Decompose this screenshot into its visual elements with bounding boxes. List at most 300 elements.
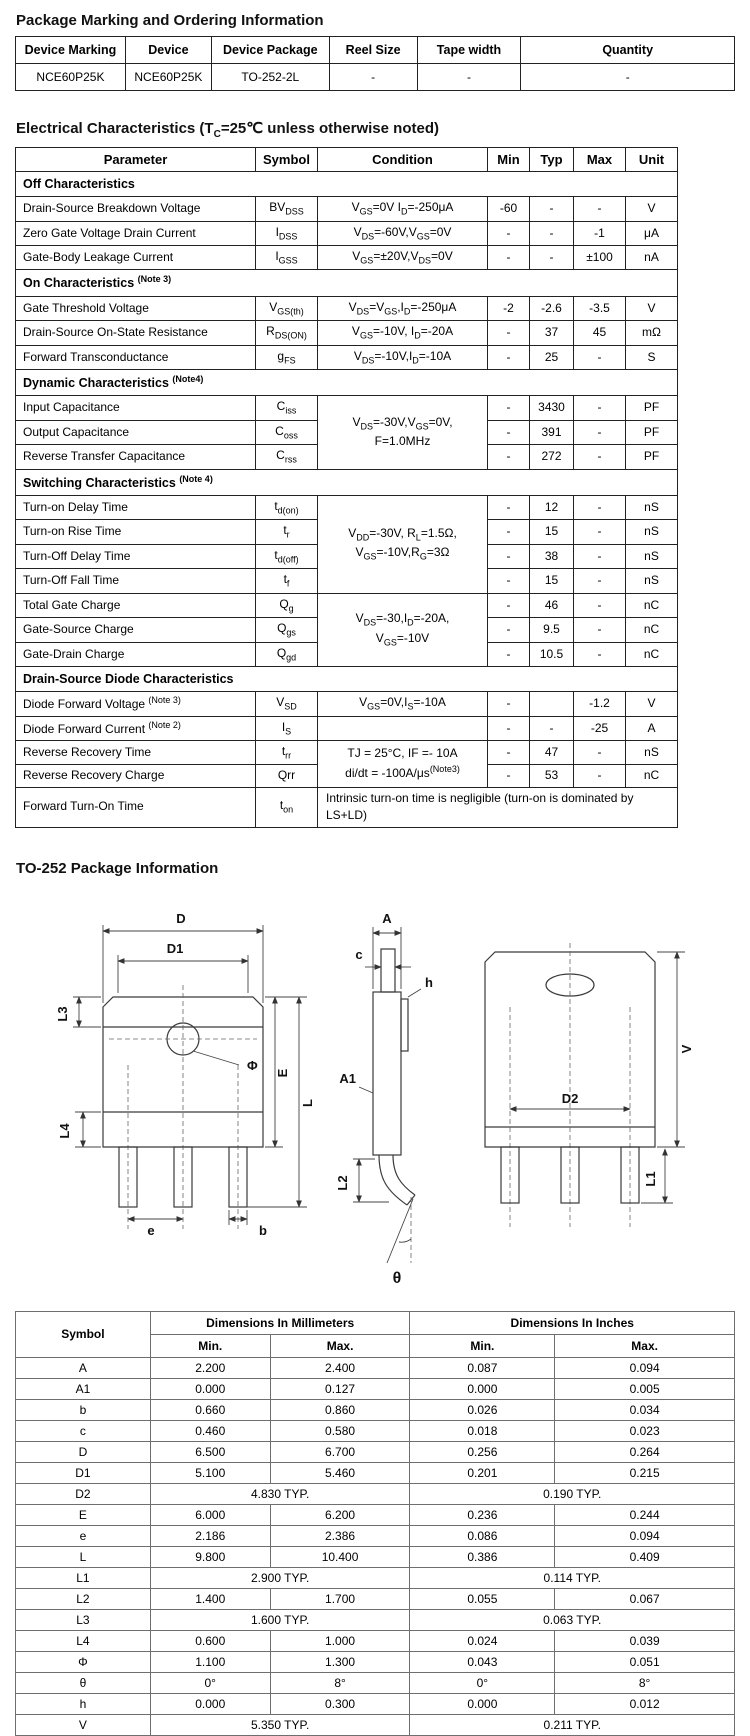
table-row <box>16 296 678 320</box>
cell-device-package: TO-252-2L <box>211 64 329 91</box>
section-heading-ordering: Package Marking and Ordering Information <box>16 12 324 29</box>
cell-symbol: $t_{rr}$ <box>256 740 318 764</box>
cell-tape-width: - <box>417 64 521 91</box>
dimensions-table <box>15 1311 735 1736</box>
cell-mm-max: 0.300 <box>270 1693 410 1714</box>
cell-mm-max: 2.400 <box>270 1357 410 1378</box>
dim-label-l: L <box>300 1098 315 1107</box>
cell-typ: 272 <box>530 445 574 469</box>
cell-min: -60 <box>488 197 530 221</box>
cell-symbol: Φ <box>16 1651 151 1672</box>
section-row <box>16 666 678 691</box>
cell-unit: nC <box>626 765 678 787</box>
section-row <box>16 370 678 396</box>
cell-reel-size: - <box>329 64 417 91</box>
table-row <box>16 345 678 369</box>
table-row <box>16 1357 735 1378</box>
cell-max: - <box>574 197 626 221</box>
section-heading-electrical: Electrical Characteristics ($T_C=25℃$ unless otherwise noted) <box>16 120 439 140</box>
cell-typ: 9.5 <box>530 618 574 642</box>
cell-typ: 37 <box>530 321 574 345</box>
table-row <box>16 1588 735 1609</box>
cell-condition-merged: $V_{DD}=-30V$, $R_L=1.5\Omega$, $V_{GS}=-10V,R_G=3\Omega$ <box>318 495 488 593</box>
cell-mm-max: 1.300 <box>270 1651 410 1672</box>
cell-unit: nC <box>626 618 678 642</box>
section-label-diode: Drain-Source Diode Characteristics <box>16 666 678 691</box>
table-row <box>16 246 678 270</box>
cell-unit: nC <box>626 593 678 617</box>
dim-label-l1: L1 <box>643 1170 658 1187</box>
cell-typ: 10.5 <box>530 642 574 666</box>
cell-parameter: Drain-Source On-State Resistance <box>16 321 256 345</box>
cell-unit: nS <box>626 520 678 544</box>
table-row <box>16 1651 735 1672</box>
cell-parameter: Reverse Recovery Time <box>16 740 256 764</box>
cell-min: - <box>488 593 530 617</box>
table-row <box>16 787 678 827</box>
cell-parameter: Output Capacitance <box>16 420 256 444</box>
col-header-symbol: Symbol <box>256 148 318 172</box>
cell-in-min: 0.256 <box>410 1441 555 1462</box>
table-row <box>16 1567 735 1588</box>
cell-typ: - <box>530 221 574 245</box>
cell-symbol: $t_{on}$ <box>256 787 318 827</box>
table-row <box>16 321 678 345</box>
cell-condition: $V_{GS}=0V,I_S=-10A$ <box>318 692 488 716</box>
col-header-tape-width: Tape width <box>417 37 521 64</box>
cell-symbol: Qrr <box>256 765 318 787</box>
cell-symbol: b <box>16 1399 151 1420</box>
col-header-device-marking: Device Marking <box>16 37 126 64</box>
cell-mm-max: 0.860 <box>270 1399 410 1420</box>
cell-unit: nS <box>626 740 678 764</box>
cell-symbol: $Q_{gd}$ <box>256 642 318 666</box>
col-header-inches: Dimensions In Inches <box>410 1311 735 1334</box>
cell-unit: S <box>626 345 678 369</box>
cell-parameter: Input Capacitance <box>16 396 256 420</box>
cell-in-max: 0.039 <box>555 1630 735 1651</box>
cell-parameter: Reverse Recovery Charge <box>16 765 256 787</box>
dim-label-theta: θ <box>392 1269 402 1287</box>
cell-max: - <box>574 544 626 568</box>
cell-max: -1.2 <box>574 692 626 716</box>
cell-condition: $V_{DS}=V_{GS},I_D=-250\mu A$ <box>318 296 488 320</box>
col-header-device: Device <box>125 37 211 64</box>
cell-symbol: c <box>16 1420 151 1441</box>
cell-device: NCE60P25K <box>125 64 211 91</box>
cell-symbol: e <box>16 1525 151 1546</box>
cell-symbol: D1 <box>16 1462 151 1483</box>
cell-typ: 3430 <box>530 396 574 420</box>
cell-in-max: 0.094 <box>555 1525 735 1546</box>
cell-note-merged: Intrinsic turn-on time is negligible (turn-on is dominated by LS+LD) <box>318 787 678 827</box>
cell-condition-merged: TJ = 25°C, IF =- 10A $di/dt = -100A/\mu s^{(Note3)}$ <box>318 740 488 787</box>
cell-max: -1 <box>574 221 626 245</box>
cell-parameter: Forward Transconductance <box>16 345 256 369</box>
cell-unit: nS <box>626 544 678 568</box>
cell-unit: PF <box>626 420 678 444</box>
table-row <box>16 1693 735 1714</box>
dim-label-e-body: E <box>275 1068 290 1077</box>
cell-mm-min: 0.000 <box>150 1378 270 1399</box>
cell-device-marking: NCE60P25K <box>16 64 126 91</box>
section-label-off: Off Characteristics <box>16 172 678 197</box>
cell-in-max: 0.094 <box>555 1357 735 1378</box>
cell-mm-min: 6.500 <box>150 1441 270 1462</box>
cell-in-max: 0.034 <box>555 1399 735 1420</box>
cell-typ: - <box>530 716 574 740</box>
cell-in-max: 0.244 <box>555 1504 735 1525</box>
cell-typ: 25 <box>530 345 574 369</box>
cell-min: -2 <box>488 296 530 320</box>
cell-mm-max: 10.400 <box>270 1546 410 1567</box>
col-header-millimeters: Dimensions In Millimeters <box>150 1311 410 1334</box>
cell-condition: $V_{GS}=-10V$, $I_D=-20A$ <box>318 321 488 345</box>
cell-unit: V <box>626 197 678 221</box>
cell-min: - <box>488 396 530 420</box>
cell-symbol: h <box>16 1693 151 1714</box>
cell-in-min: 0.043 <box>410 1651 555 1672</box>
cell-in-min: 0.026 <box>410 1399 555 1420</box>
cell-max: 45 <box>574 321 626 345</box>
cell-mm-min: 2.200 <box>150 1357 270 1378</box>
cell-typ: 46 <box>530 593 574 617</box>
cell-symbol: $t_{d(off)}$ <box>256 544 318 568</box>
cell-typ: - <box>530 197 574 221</box>
table-row <box>16 1378 735 1399</box>
cell-symbol: L1 <box>16 1567 151 1588</box>
cell-mm-min: 6.000 <box>150 1504 270 1525</box>
cell-mm-max: 1.700 <box>270 1588 410 1609</box>
table-row <box>16 64 735 91</box>
col-header-mm-max: Max. <box>270 1334 410 1357</box>
cell-in-min: 0.087 <box>410 1357 555 1378</box>
cell-symbol: $V_{SD}$ <box>256 692 318 716</box>
cell-max: - <box>574 345 626 369</box>
col-header-quantity: Quantity <box>521 37 735 64</box>
cell-max: - <box>574 765 626 787</box>
cell-symbol: V <box>16 1714 151 1735</box>
cell-symbol: $Q_g$ <box>256 593 318 617</box>
section-row <box>16 469 678 495</box>
cell-max: -3.5 <box>574 296 626 320</box>
cell-typ: - <box>530 246 574 270</box>
cell-unit: PF <box>626 445 678 469</box>
cell-max: -25 <box>574 716 626 740</box>
cell-min: - <box>488 692 530 716</box>
cell-typ: 15 <box>530 520 574 544</box>
table-row <box>16 1420 735 1441</box>
table-row <box>16 1609 735 1630</box>
cell-symbol: $C_{rss}$ <box>256 445 318 469</box>
table-row <box>16 1399 735 1420</box>
cell-unit: nS <box>626 569 678 593</box>
dim-label-a1: A1 <box>339 1070 356 1086</box>
col-header-max: Max <box>574 148 626 172</box>
section-row <box>16 270 678 296</box>
cell-min: - <box>488 520 530 544</box>
cell-min: - <box>488 221 530 245</box>
table-row <box>16 1483 735 1504</box>
cell-parameter: Turn-on Delay Time <box>16 495 256 519</box>
cell-typ: 12 <box>530 495 574 519</box>
cell-mm-min: 9.800 <box>150 1546 270 1567</box>
dim-label-a: A <box>382 910 392 926</box>
table-row <box>16 1630 735 1651</box>
cell-parameter: Diode Forward Voltage $^{(Note 3)}$ <box>16 692 256 716</box>
cell-in-typ: 0.190 TYP. <box>410 1483 735 1504</box>
cell-parameter: Turn-Off Delay Time <box>16 544 256 568</box>
cell-mm-min: 0.600 <box>150 1630 270 1651</box>
cell-unit: mΩ <box>626 321 678 345</box>
dim-label-b: b <box>259 1222 267 1238</box>
col-header-mm-min: Min. <box>150 1334 270 1357</box>
cell-min: - <box>488 740 530 764</box>
cell-min: - <box>488 345 530 369</box>
cell-min: - <box>488 246 530 270</box>
cell-symbol: L3 <box>16 1609 151 1630</box>
cell-in-max: 0.409 <box>555 1546 735 1567</box>
electrical-characteristics-table <box>15 147 678 828</box>
cell-condition: $V_{DS}=-60V,V_{GS}=0V$ <box>318 221 488 245</box>
cell-parameter: Gate-Drain Charge <box>16 642 256 666</box>
cell-quantity: - <box>521 64 735 91</box>
cell-mm-typ: 5.350 TYP. <box>150 1714 410 1735</box>
cell-symbol: $C_{oss}$ <box>256 420 318 444</box>
cell-in-min: 0° <box>410 1672 555 1693</box>
cell-in-max: 0.012 <box>555 1693 735 1714</box>
cell-mm-min: 0.460 <box>150 1420 270 1441</box>
section-label-dynamic: Dynamic Characteristics $^{(Note4)}$ <box>16 370 678 396</box>
table-row <box>16 396 678 420</box>
cell-symbol: $R_{DS(ON)}$ <box>256 321 318 345</box>
table-row <box>16 495 678 519</box>
cell-in-min: 0.236 <box>410 1504 555 1525</box>
cell-typ: -2.6 <box>530 296 574 320</box>
cell-max: - <box>574 445 626 469</box>
dim-label-l3: L3 <box>55 1005 70 1022</box>
cell-typ: 47 <box>530 740 574 764</box>
cell-in-max: 0.215 <box>555 1462 735 1483</box>
cell-symbol: L <box>16 1546 151 1567</box>
section-row <box>16 172 678 197</box>
cell-in-typ: 0.114 TYP. <box>410 1567 735 1588</box>
dim-label-h: h <box>425 974 433 990</box>
cell-max: - <box>574 642 626 666</box>
cell-typ: 391 <box>530 420 574 444</box>
col-header-min: Min <box>488 148 530 172</box>
cell-symbol: $BV_{DSS}$ <box>256 197 318 221</box>
table-row <box>16 692 678 716</box>
cell-mm-min: 0.000 <box>150 1693 270 1714</box>
cell-mm-max: 8° <box>270 1672 410 1693</box>
table-header-row <box>16 1311 735 1334</box>
cell-min: - <box>488 642 530 666</box>
table-header-row <box>16 37 735 64</box>
table-row <box>16 197 678 221</box>
cell-symbol: $t_r$ <box>256 520 318 544</box>
cell-parameter: Reverse Transfer Capacitance <box>16 445 256 469</box>
cell-unit: A <box>626 716 678 740</box>
cell-symbol: $C_{iss}$ <box>256 396 318 420</box>
cell-symbol: θ <box>16 1672 151 1693</box>
cell-in-min: 0.386 <box>410 1546 555 1567</box>
cell-symbol: $V_{GS(th)}$ <box>256 296 318 320</box>
cell-typ <box>530 692 574 716</box>
cell-unit: nS <box>626 495 678 519</box>
cell-unit: PF <box>626 396 678 420</box>
cell-symbol: A <box>16 1357 151 1378</box>
cell-condition: $V_{GS}=0V$ $I_D=-250\mu A$ <box>318 197 488 221</box>
cell-min: - <box>488 618 530 642</box>
cell-typ: 53 <box>530 765 574 787</box>
table-row <box>16 740 678 764</box>
cell-parameter: Zero Gate Voltage Drain Current <box>16 221 256 245</box>
cell-mm-typ: 1.600 TYP. <box>150 1609 410 1630</box>
table-row <box>16 1525 735 1546</box>
dim-label-v: V <box>679 1044 694 1053</box>
cell-parameter: Turn-on Rise Time <box>16 520 256 544</box>
cell-symbol: D <box>16 1441 151 1462</box>
cell-symbol: D2 <box>16 1483 151 1504</box>
cell-in-typ: 0.063 TYP. <box>410 1609 735 1630</box>
cell-symbol: L4 <box>16 1630 151 1651</box>
cell-in-min: 0.024 <box>410 1630 555 1651</box>
table-row <box>16 716 678 740</box>
col-header-reel-size: Reel Size <box>329 37 417 64</box>
cell-symbol: $Q_{gs}$ <box>256 618 318 642</box>
col-header-condition: Condition <box>318 148 488 172</box>
table-row <box>16 1546 735 1567</box>
cell-symbol: $I_{DSS}$ <box>256 221 318 245</box>
cell-mm-max: 0.127 <box>270 1378 410 1399</box>
col-header-typ: Typ <box>530 148 574 172</box>
cell-in-min: 0.018 <box>410 1420 555 1441</box>
cell-mm-max: 2.386 <box>270 1525 410 1546</box>
cell-parameter: Turn-Off Fall Time <box>16 569 256 593</box>
package-drawing <box>15 897 735 1297</box>
ordering-table <box>15 36 735 91</box>
front-view <box>55 911 315 1238</box>
cell-max: ±100 <box>574 246 626 270</box>
cell-in-min: 0.055 <box>410 1588 555 1609</box>
cell-mm-max: 1.000 <box>270 1630 410 1651</box>
col-header-in-min: Min. <box>410 1334 555 1357</box>
col-header-symbol: Symbol <box>16 1311 151 1357</box>
cell-in-min: 0.000 <box>410 1693 555 1714</box>
dim-label-c: c <box>355 946 363 962</box>
cell-mm-max: 5.460 <box>270 1462 410 1483</box>
to252-outline-svg <box>15 897 735 1297</box>
cell-unit: nA <box>626 246 678 270</box>
cell-mm-min: 0.660 <box>150 1399 270 1420</box>
cell-min: - <box>488 445 530 469</box>
cell-symbol: A1 <box>16 1378 151 1399</box>
dim-label-pitch-e: e <box>147 1222 155 1238</box>
cell-min: - <box>488 420 530 444</box>
cell-max: - <box>574 740 626 764</box>
cell-min: - <box>488 716 530 740</box>
table-row <box>16 1714 735 1735</box>
col-header-device-package: Device Package <box>211 37 329 64</box>
dim-label-d1: D1 <box>166 940 184 956</box>
cell-condition: $V_{GS}=\pm 20V,V_{DS}=0V$ <box>318 246 488 270</box>
cell-symbol: $I_{GSS}$ <box>256 246 318 270</box>
table-row <box>16 1441 735 1462</box>
cell-mm-min: 1.400 <box>150 1588 270 1609</box>
cell-symbol: E <box>16 1504 151 1525</box>
cell-in-max: 0.023 <box>555 1420 735 1441</box>
cell-condition: $V_{DS}=-10V,I_D=-10A$ <box>318 345 488 369</box>
table-row <box>16 1672 735 1693</box>
cell-min: - <box>488 495 530 519</box>
cell-max: - <box>574 520 626 544</box>
dim-label-l2: L2 <box>335 1174 350 1191</box>
cell-parameter: Total Gate Charge <box>16 593 256 617</box>
cell-unit: V <box>626 692 678 716</box>
dim-label-phi: Φ <box>247 1057 258 1073</box>
cell-parameter: Gate-Body Leakage Current <box>16 246 256 270</box>
table-row <box>16 221 678 245</box>
cell-in-max: 0.051 <box>555 1651 735 1672</box>
cell-in-min: 0.086 <box>410 1525 555 1546</box>
cell-symbol: $g_{FS}$ <box>256 345 318 369</box>
cell-in-min: 0.201 <box>410 1462 555 1483</box>
cell-mm-typ: 2.900 TYP. <box>150 1567 410 1588</box>
cell-max: - <box>574 420 626 444</box>
cell-in-max: 0.067 <box>555 1588 735 1609</box>
col-header-in-max: Max. <box>555 1334 735 1357</box>
dim-label-l4: L4 <box>57 1122 72 1139</box>
table-row <box>16 1462 735 1483</box>
cell-max: - <box>574 396 626 420</box>
cell-unit: μA <box>626 221 678 245</box>
col-header-parameter: Parameter <box>16 148 256 172</box>
col-header-unit: Unit <box>626 148 678 172</box>
section-label-on: On Characteristics $^{(Note 3)}$ <box>16 270 678 296</box>
cell-unit: nC <box>626 642 678 666</box>
cell-symbol: $I_S$ <box>256 716 318 740</box>
dim-label-d2: D2 <box>561 1090 579 1106</box>
table-row <box>16 593 678 617</box>
cell-mm-min: 0° <box>150 1672 270 1693</box>
cell-in-max: 0.005 <box>555 1378 735 1399</box>
cell-mm-max: 6.700 <box>270 1441 410 1462</box>
cell-min: - <box>488 544 530 568</box>
cell-typ: 15 <box>530 569 574 593</box>
cell-max: - <box>574 593 626 617</box>
cell-condition-merged: $V_{DS}=-30V,V_{GS}=0V$, F=1.0MHz <box>318 396 488 469</box>
cell-max: - <box>574 618 626 642</box>
cell-symbol: L2 <box>16 1588 151 1609</box>
cell-symbol: $t_f$ <box>256 569 318 593</box>
section-heading-package: TO-252 Package Information <box>16 859 219 877</box>
cell-min: - <box>488 321 530 345</box>
cell-max: - <box>574 495 626 519</box>
cell-typ: 38 <box>530 544 574 568</box>
cell-parameter: Gate Threshold Voltage <box>16 296 256 320</box>
cell-parameter: Forward Turn-On Time <box>16 787 256 827</box>
cell-max: - <box>574 569 626 593</box>
table-header-row <box>16 148 678 172</box>
cell-in-min: 0.000 <box>410 1378 555 1399</box>
side-view <box>335 911 433 1287</box>
section-label-switching: Switching Characteristics $^{(Note 4)}$ <box>16 469 678 495</box>
cell-min: - <box>488 765 530 787</box>
cell-in-typ: 0.211 TYP. <box>410 1714 735 1735</box>
cell-in-max: 8° <box>555 1672 735 1693</box>
cell-mm-max: 6.200 <box>270 1504 410 1525</box>
